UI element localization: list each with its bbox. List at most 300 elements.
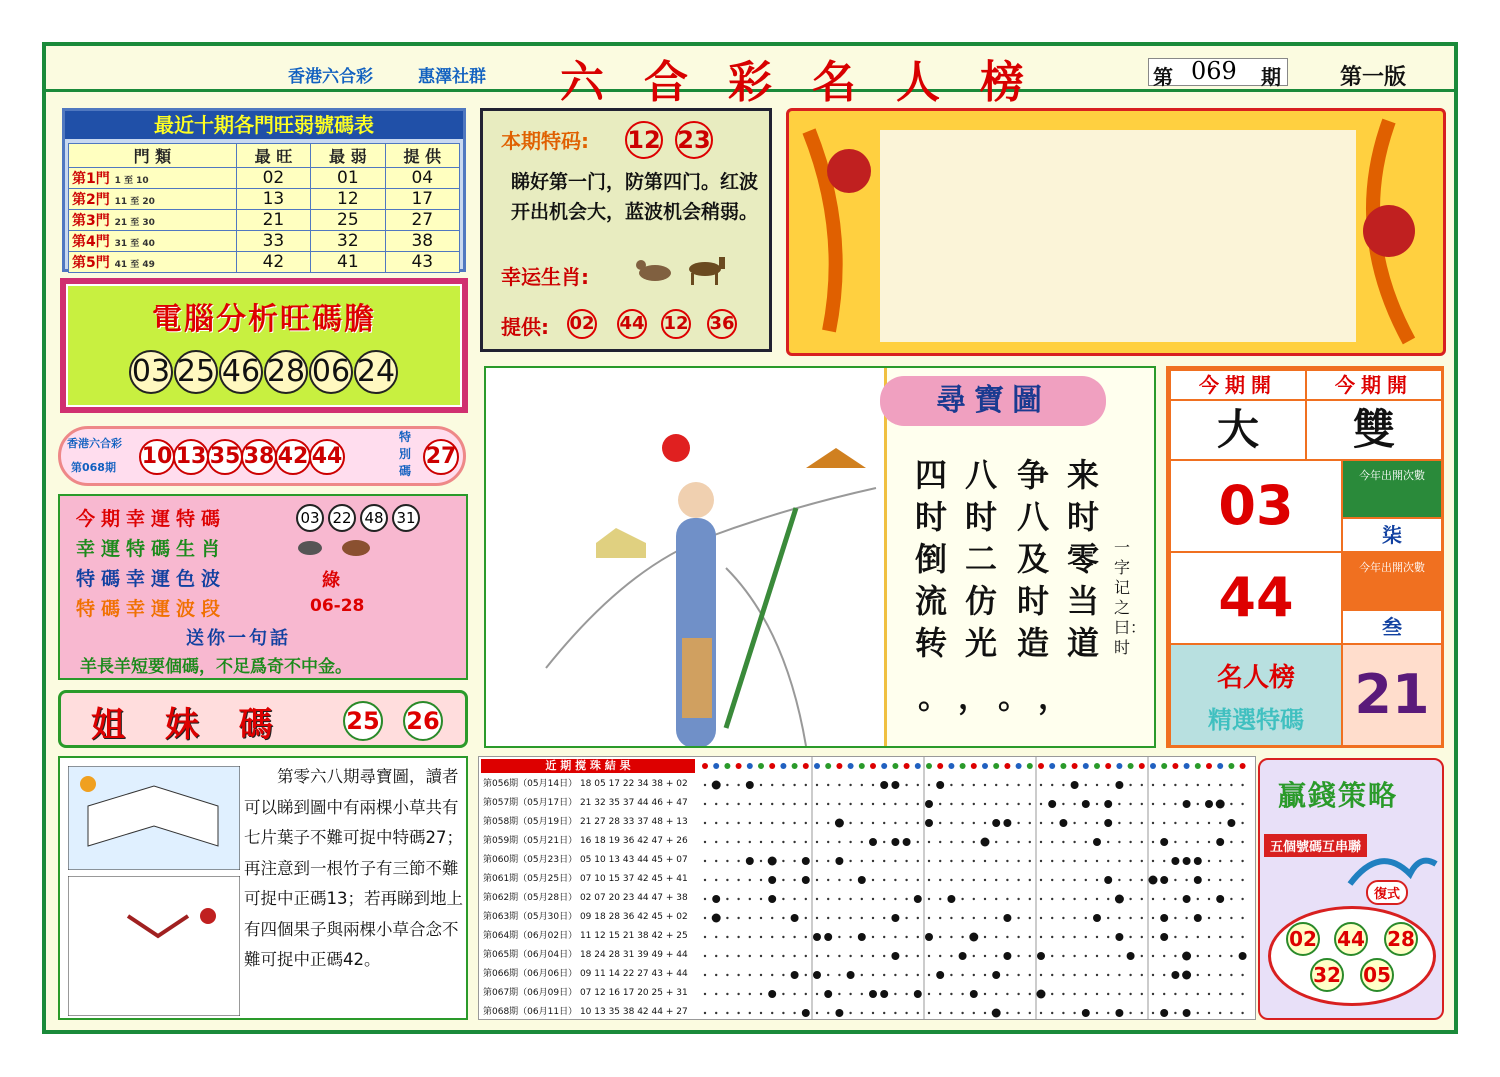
- grid-dot: [1230, 860, 1232, 862]
- grid-dot: [891, 781, 899, 789]
- grid-dot: [782, 860, 784, 862]
- grid-dot: [905, 917, 907, 919]
- grid-dot: [726, 879, 728, 881]
- grid-dot: [835, 819, 844, 828]
- grid-dot: [973, 784, 975, 786]
- grid-dot: [1163, 993, 1165, 995]
- grid-dot: [1118, 955, 1120, 957]
- grid-dot: [805, 803, 807, 805]
- grid-dot: [984, 879, 986, 881]
- grid-dot: [1073, 803, 1075, 805]
- special-number: 27: [423, 439, 459, 475]
- grid-dot: [995, 993, 997, 995]
- issue-number: 069: [1191, 57, 1237, 85]
- grid-dot: [1017, 974, 1019, 976]
- color-marker: [948, 763, 954, 769]
- grid-dot: [1040, 1012, 1042, 1014]
- grid-dot: [1141, 879, 1143, 881]
- color-marker: [1083, 763, 1089, 769]
- grid-dot: [1174, 879, 1176, 881]
- grid-dot: [1029, 841, 1031, 843]
- grid-dot: [984, 860, 986, 862]
- grid-dot: [771, 936, 773, 938]
- grid-dot: [936, 971, 944, 979]
- grid-dot: [1174, 955, 1176, 957]
- grid-dot: [737, 822, 739, 824]
- grid-dot: [950, 822, 952, 824]
- grid-dot: [1082, 800, 1090, 808]
- grid-dot: [1141, 974, 1143, 976]
- grid-dot: [1006, 860, 1008, 862]
- grid-dot: [1141, 803, 1143, 805]
- grid-dot: [827, 784, 829, 786]
- color-marker: [904, 763, 910, 769]
- grid-dot: [1182, 952, 1191, 961]
- grid-dot: [824, 933, 832, 941]
- grid-dot: [1051, 936, 1053, 938]
- grid-dot: [760, 955, 762, 957]
- grid-dot: [1040, 898, 1042, 900]
- color-marker: [993, 763, 999, 769]
- grid-dot: [1029, 974, 1031, 976]
- grid-dot: [1194, 876, 1202, 884]
- number-03: 03: [1169, 459, 1343, 553]
- grid-dot: [816, 841, 818, 843]
- grid-dot: [894, 879, 896, 881]
- grid-dot: [1129, 917, 1131, 919]
- number-44: 44: [1169, 551, 1343, 645]
- grid-dot: [1241, 822, 1243, 824]
- grid-dot: [1062, 936, 1064, 938]
- color-marker: [1094, 763, 1100, 769]
- grid-dot: [1040, 917, 1042, 919]
- grid-dot: [1174, 898, 1176, 900]
- grid-dot: [737, 841, 739, 843]
- grid-dot: [973, 860, 975, 862]
- grid-dot: [782, 898, 784, 900]
- grid-dot: [925, 800, 933, 808]
- grid-dot: [917, 955, 919, 957]
- grid-dot: [861, 898, 863, 900]
- grid-dot: [1216, 895, 1224, 903]
- special-number-box: 本期特码: 12 23 睇好第一门，防第四门。红波开出机会大，蓝波机会稍弱。 幸运生肖: 提供: 02 44 12 36: [480, 108, 772, 352]
- grid-dot: [1163, 803, 1165, 805]
- grid-dot: [1029, 898, 1031, 900]
- grid-dot: [838, 784, 840, 786]
- grid-dot: [1219, 917, 1221, 919]
- grid-dot: [894, 1012, 896, 1014]
- grid-dot: [704, 955, 706, 957]
- grid-dot: [816, 860, 818, 862]
- grid-dot: [715, 936, 717, 938]
- grid-dot: [760, 993, 762, 995]
- grid-dot: [1037, 952, 1045, 960]
- grid-dot: [1129, 974, 1131, 976]
- grid-dot: [1160, 933, 1168, 941]
- grid-dot: [1096, 898, 1098, 900]
- grid-dot: [973, 955, 975, 957]
- grid-dot: [1152, 784, 1154, 786]
- grid-dot: [1017, 993, 1019, 995]
- grid-dot: [1062, 860, 1064, 862]
- grid-dot: [1107, 1012, 1109, 1014]
- grid-dot: [861, 803, 863, 805]
- fortune-title: 電腦分析旺碼膽: [152, 302, 376, 337]
- grid-dot: [1073, 1012, 1075, 1014]
- grid-dot: [1051, 879, 1053, 881]
- grid-dot: [928, 955, 930, 957]
- grid-dot: [816, 898, 818, 900]
- grid-dot: [1129, 898, 1131, 900]
- hot-cold-table: [62, 108, 466, 272]
- grid-dot: [917, 784, 919, 786]
- grid-dot: [737, 993, 739, 995]
- grid-dot: [1230, 879, 1232, 881]
- grid-dot: [1017, 1012, 1019, 1014]
- grid-dot: [928, 1012, 930, 1014]
- grid-dot: [704, 898, 706, 900]
- grid-dot: [992, 1009, 1001, 1018]
- grid-dot: [1085, 822, 1087, 824]
- grid-dot: [961, 784, 963, 786]
- grid-dot: [995, 803, 997, 805]
- grid-dot: [1152, 955, 1154, 957]
- grid-dot: [995, 936, 997, 938]
- grid-dot: [917, 860, 919, 862]
- grid-dot: [1073, 955, 1075, 957]
- grid-dot: [737, 879, 739, 881]
- brand-link[interactable]: 香港六合彩: [288, 67, 373, 87]
- color-marker: [814, 763, 820, 769]
- grid-dot: [849, 803, 851, 805]
- grid-dot: [891, 838, 899, 846]
- grid-dot: [805, 784, 807, 786]
- blank-panel: [880, 130, 1356, 342]
- grid-dot: [849, 1012, 851, 1014]
- color-marker: [859, 763, 865, 769]
- grid-dot: [793, 993, 795, 995]
- grid-dot: [771, 974, 773, 976]
- grid-dot: [1141, 841, 1143, 843]
- grid-dot: [1183, 895, 1191, 903]
- grid-dot: [827, 955, 829, 957]
- grid-dot: [1208, 822, 1210, 824]
- treasure-map-box: [484, 366, 1156, 748]
- grid-dot: [1241, 898, 1243, 900]
- color-marker: [1072, 763, 1078, 769]
- grid-dot: [992, 819, 1000, 827]
- grid-dot: [1073, 822, 1075, 824]
- grid-dot: [894, 822, 896, 824]
- grid-dot: [715, 841, 717, 843]
- grid-dot: [1085, 974, 1087, 976]
- grid-dot: [1230, 1012, 1232, 1014]
- grid-dot: [782, 784, 784, 786]
- grid-dot: [917, 917, 919, 919]
- color-marker: [982, 763, 988, 769]
- grid-dot: [1085, 879, 1087, 881]
- grid-dot: [950, 917, 952, 919]
- grid-dot: [1129, 879, 1131, 881]
- grid-dot: [1085, 898, 1087, 900]
- grid-dot: [1051, 898, 1053, 900]
- grid-dot: [861, 860, 863, 862]
- grid-dot: [704, 993, 706, 995]
- grid-dot: [1174, 841, 1176, 843]
- grid-dot: [883, 898, 885, 900]
- grid-dot: [1029, 879, 1031, 881]
- grid-dot: [961, 803, 963, 805]
- grid-dot: [1085, 993, 1087, 995]
- color-marker: [1027, 763, 1033, 769]
- grid-dot: [872, 898, 874, 900]
- grid-dot: [1208, 993, 1210, 995]
- grid-dot: [1230, 974, 1232, 976]
- grid-dot: [1129, 1012, 1131, 1014]
- grid-dot: [1141, 993, 1143, 995]
- grid-dot: [768, 990, 776, 998]
- color-marker: [915, 763, 921, 769]
- grid-dot: [1208, 784, 1210, 786]
- grid-dot: [939, 1012, 941, 1014]
- grid-dot: [1051, 822, 1053, 824]
- grid-dot: [704, 803, 706, 805]
- grid-dot: [995, 955, 997, 957]
- grid-dot: [1171, 857, 1179, 865]
- grid-dot: [928, 879, 930, 881]
- grid-dot: [1029, 860, 1031, 862]
- grid-dot: [1029, 936, 1031, 938]
- grid-dot: [1197, 803, 1199, 805]
- grid-dot: [1062, 917, 1064, 919]
- grid-dot: [883, 1012, 885, 1014]
- grid-dot: [749, 803, 751, 805]
- grid-dot: [715, 879, 717, 881]
- grid-dot: [737, 803, 739, 805]
- grid-dot: [1152, 917, 1154, 919]
- grid-dot: [1051, 860, 1053, 862]
- grid-dot: [984, 1012, 986, 1014]
- color-marker: [1206, 763, 1212, 769]
- grid-dot: [961, 974, 963, 976]
- grid-dot: [715, 860, 717, 862]
- grid-dot: [1051, 917, 1053, 919]
- grid-dot: [872, 784, 874, 786]
- book-illustration-icon: [68, 766, 240, 870]
- grid-dot: [838, 955, 840, 957]
- grid-dot: [959, 952, 967, 960]
- grid-dot: [984, 898, 986, 900]
- grid-dot: [1141, 860, 1143, 862]
- grid-dot: [749, 917, 751, 919]
- grid-dot: [782, 841, 784, 843]
- grid-dot: [869, 838, 877, 846]
- grid-dot: [928, 974, 930, 976]
- grid-dot: [917, 1012, 919, 1014]
- grid-dot: [905, 1012, 907, 1014]
- table-title: 最近十期各門旺弱號碼表: [65, 111, 463, 139]
- color-marker: [1049, 763, 1055, 769]
- grid-dot: [1029, 1012, 1031, 1014]
- grid-dot: [939, 955, 941, 957]
- grid-dot: [838, 803, 840, 805]
- grid-dot: [760, 917, 762, 919]
- color-marker: [780, 763, 786, 769]
- grid-dot: [1185, 784, 1187, 786]
- grid-dot: [861, 993, 863, 995]
- grid-dot: [1230, 917, 1232, 919]
- grid-dot: [704, 841, 706, 843]
- grid-dot: [712, 781, 721, 790]
- grid-dot: [1230, 993, 1232, 995]
- grid-dot: [771, 841, 773, 843]
- history-row: 第066期（06月06日） 09 11 14 22 27 43 + 44: [483, 969, 688, 979]
- history-row: 第068期（06月11日） 10 13 35 38 42 44 + 27: [483, 1007, 688, 1017]
- grid-dot: [1062, 974, 1064, 976]
- grid-dot: [872, 860, 874, 862]
- grid-dot: [1073, 993, 1075, 995]
- color-marker: [836, 763, 842, 769]
- grid-dot: [1208, 955, 1210, 957]
- grid-dot: [802, 857, 810, 865]
- grid-dot: [737, 974, 739, 976]
- grid-dot: [1197, 822, 1199, 824]
- grid-dot: [816, 822, 818, 824]
- grid-dot: [1241, 974, 1243, 976]
- result-grid: 今期開 今期開 大 雙 03 今年出開次數 柒 44 今年出開次數 叁 名人榜 精選特碼 21: [1166, 366, 1444, 748]
- grid-dot: [1017, 784, 1019, 786]
- grid-dot: [1017, 955, 1019, 957]
- grid-dot: [793, 822, 795, 824]
- grid-dot: [816, 784, 818, 786]
- grid-dot: [849, 860, 851, 862]
- grid-dot: [1062, 803, 1064, 805]
- grid-dot: [939, 993, 941, 995]
- grid-dot: [950, 955, 952, 957]
- grid-dot: [1141, 917, 1143, 919]
- grid-dot: [726, 898, 728, 900]
- grid-dot: [973, 1012, 975, 1014]
- color-marker: [1038, 763, 1044, 769]
- grid-dot: [1183, 857, 1191, 865]
- grid-dot: [1241, 860, 1243, 862]
- color-marker: [1116, 763, 1122, 769]
- grid-dot: [1163, 898, 1165, 900]
- grid-dot: [1096, 822, 1098, 824]
- grid-dot: [793, 784, 795, 786]
- grid-dot: [768, 876, 776, 884]
- grid-dot: [726, 803, 728, 805]
- grid-dot: [1003, 952, 1011, 960]
- color-marker: [769, 763, 775, 769]
- grid-dot: [984, 974, 986, 976]
- grid-dot: [816, 955, 818, 957]
- grid-dot: [1219, 955, 1221, 957]
- color-marker: [1150, 763, 1156, 769]
- grid-dot: [1194, 914, 1202, 922]
- color-marker: [736, 763, 742, 769]
- color-marker: [1195, 763, 1201, 769]
- grid-dot: [1129, 993, 1131, 995]
- grid-dot: [827, 917, 829, 919]
- grid-dot: [894, 936, 896, 938]
- grid-dot: [768, 857, 777, 866]
- grid-dot: [802, 876, 810, 884]
- color-marker: [926, 763, 932, 769]
- grid-dot: [894, 974, 896, 976]
- grid-dot: [883, 860, 885, 862]
- grid-dot: [835, 1009, 843, 1017]
- grid-dot: [925, 819, 933, 827]
- grid-dot: [973, 803, 975, 805]
- grid-dot: [715, 974, 717, 976]
- grid-dot: [1197, 841, 1199, 843]
- grid-dot: [1006, 879, 1008, 881]
- grid-dot: [827, 822, 829, 824]
- history-row: 第063期（05月30日） 09 18 28 36 42 45 + 02: [483, 912, 688, 922]
- grid-dot: [849, 841, 851, 843]
- grid-dot: [771, 822, 773, 824]
- grid-dot: [1017, 917, 1019, 919]
- grid-dot: [936, 781, 944, 789]
- grid-dot: [1073, 860, 1075, 862]
- grid-dot: [791, 971, 799, 979]
- grid-dot: [816, 803, 818, 805]
- grid-dot: [726, 955, 728, 957]
- grid-dot: [1185, 993, 1187, 995]
- color-marker: [1105, 763, 1111, 769]
- community-link[interactable]: 惠澤社群: [418, 67, 486, 87]
- grid-dot: [1006, 784, 1008, 786]
- table-row: 第4門 31 至 40 33 32 38: [69, 231, 460, 252]
- fortune-box: [60, 278, 468, 413]
- grid-dot: [1185, 936, 1187, 938]
- grid-dot: [1118, 860, 1120, 862]
- color-marker: [1161, 763, 1167, 769]
- grid-dot: [894, 898, 896, 900]
- color-marker: [747, 763, 753, 769]
- grid-dot: [813, 933, 821, 941]
- grid-dot: [1017, 822, 1019, 824]
- grid-dot: [712, 914, 721, 923]
- grid-dot: [793, 955, 795, 957]
- grid-dot: [1241, 993, 1243, 995]
- grid-dot: [1230, 784, 1232, 786]
- grid-dot: [1216, 800, 1225, 809]
- grid-dot: [995, 841, 997, 843]
- grid-dot: [1219, 936, 1221, 938]
- table-row: 第3門 21 至 30 21 25 27: [69, 210, 460, 231]
- grid-dot: [950, 803, 952, 805]
- grid-dot: [1152, 993, 1154, 995]
- grid-dot: [939, 822, 941, 824]
- grid-dot: [950, 784, 952, 786]
- grid-dot: [782, 879, 784, 881]
- grid-dot: [883, 936, 885, 938]
- grid-dot: [726, 1012, 728, 1014]
- grid-dot: [905, 784, 907, 786]
- grid-dot: [1141, 955, 1143, 957]
- grid-dot: [984, 936, 986, 938]
- grid-dot: [981, 838, 990, 847]
- grid-dot: [737, 936, 739, 938]
- grid-dot: [961, 917, 963, 919]
- grid-dot: [995, 784, 997, 786]
- grid-dot: [749, 1012, 751, 1014]
- grid-dot: [1208, 936, 1210, 938]
- grid-dot: [760, 841, 762, 843]
- grid-dot: [1115, 933, 1123, 941]
